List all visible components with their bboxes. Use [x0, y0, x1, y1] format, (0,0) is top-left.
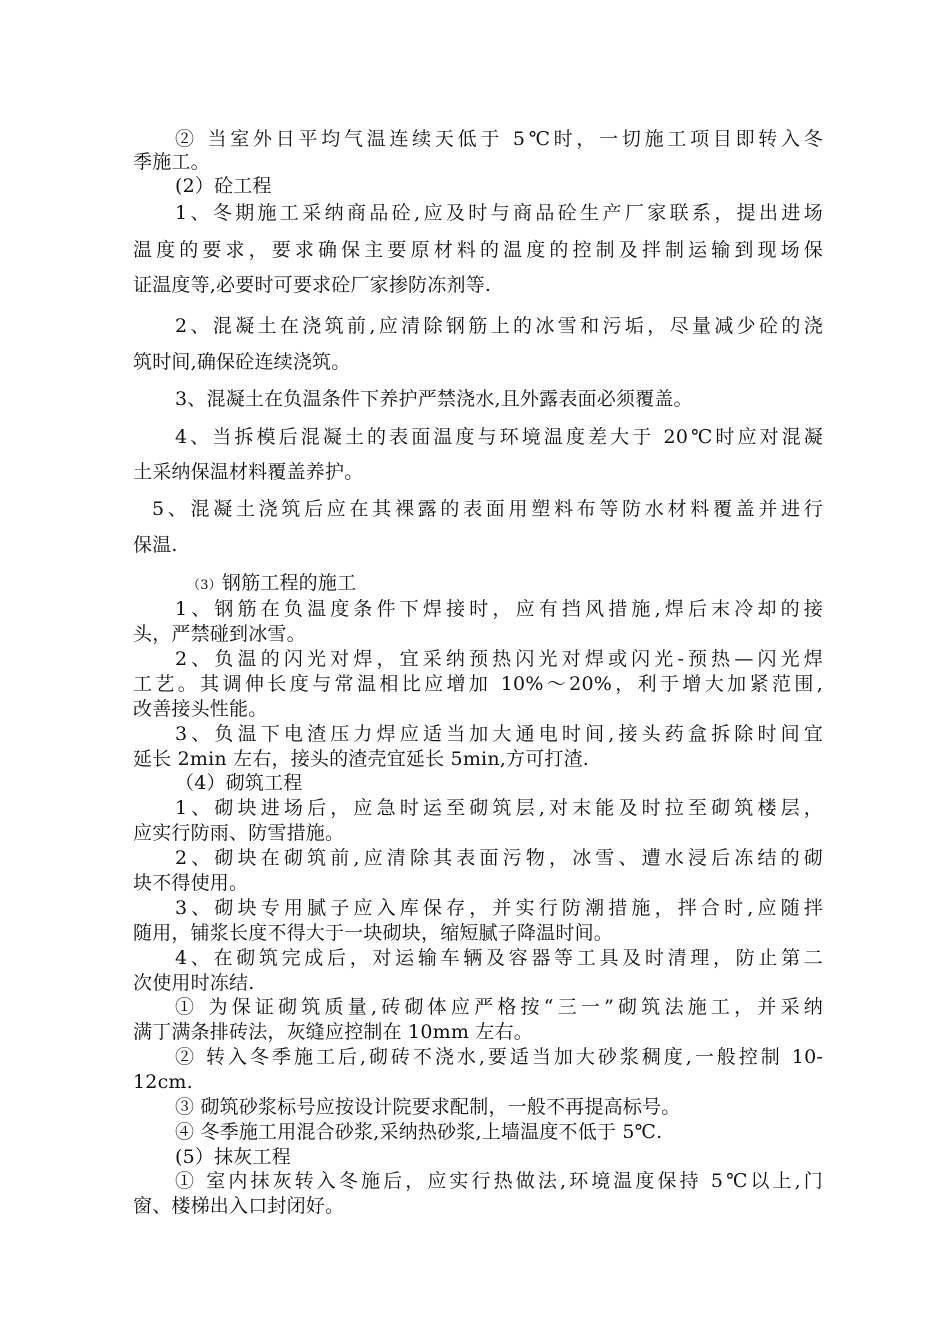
text-line: 满丁满条排砖法，灰缝应控制在 10mm 左右。 — [133, 1021, 533, 1043]
text-line: 工艺。其调伸长度与常温相比应增加 10%～20%，利于增大加紧范围, — [133, 673, 823, 695]
text-line: ① 室内抹灰转入冬施后，应实行热做法,环境温度保持 5℃以上,门 — [175, 1170, 823, 1192]
text-line: 土采纳保温材料覆盖养护。 — [133, 461, 364, 483]
text-line: 12cm. — [133, 1071, 193, 1093]
text-line: ③ 砌筑砂浆标号应按设计院要求配制，一般不再提高标号。 — [175, 1096, 681, 1118]
text-line: ④ 冬季施工用混合砂浆,采纳热砂浆,上墙温度不低于 5℃. — [175, 1121, 663, 1143]
text-line: 次使用时冻结. — [133, 972, 255, 994]
text-line: 5、混凝土浇筑后应在其裸露的表面用塑料布等防水材料覆盖并进行 — [152, 498, 823, 520]
section-heading — [187, 572, 877, 597]
text-line: 1、砌块进场后，应急时运至砌筑层,对末能及时拉至砌筑楼层， — [175, 797, 823, 819]
text-line: 应实行防雨、防雪措施。 — [133, 822, 345, 844]
text-line: 块不得使用。 — [133, 872, 249, 894]
text-line: 1、钢筋在负温度条件下焊接时，应有挡风措施,焊后末冷却的接 — [175, 598, 823, 620]
text-line: 保温. — [133, 534, 178, 556]
text-line: 4、在砌筑完成后，对运输车辆及容器等工具及时清理，防止第二 — [175, 947, 823, 969]
text-line: 2、混凝土在浇筑前,应清除钢筋上的冰雪和污垢，尽量减少砼的浇 — [175, 315, 823, 337]
section-heading: (5）抹灰工程 — [175, 1146, 291, 1168]
text-line: 筑时间,确保砼连续浇筑。 — [133, 351, 351, 373]
text-line: 头，严禁碰到冰雪。 — [133, 623, 306, 645]
section-heading: （4）砌筑工程 — [175, 772, 303, 794]
text-line: 2、砌块在砌筑前,应清除其表面污物，冰雪、遭水浸后冻结的砌 — [175, 847, 823, 869]
text-line: 3、负温下电渣压力焊应适当加大通电时间,接头药盒拆除时间宜 — [175, 723, 823, 745]
section-number: （3） — [187, 578, 222, 593]
text-line: 证温度等,必要时可要求砼厂家掺防冻剂等. — [133, 274, 492, 296]
text-line: 3、混凝土在负温条件下养护严禁浇水,且外露表面必须覆盖。 — [175, 388, 693, 410]
text-line: 延长 2min 左右，接头的渣壳宜延长 5min,方可打渣. — [133, 748, 590, 770]
text-line: 3、砌块专用腻子应入库保存，并实行防潮措施，拌合时,应随拌 — [175, 897, 823, 919]
text-line: 随用，铺浆长度不得大于一块砌块，缩短腻子降温时间。 — [133, 922, 614, 944]
text-line: ② 当室外日平均气温连续天低于 5℃时，一切施工项目即转入冬 — [175, 128, 823, 150]
text-line: 温度的要求，要求确保主要原材料的温度的控制及拌制运输到现场保 — [133, 239, 823, 261]
section-heading: (2）砼工程 — [175, 175, 272, 197]
text-line: 4、当拆模后混凝土的表面温度与环境温度差大于 20℃时应对混凝 — [175, 426, 823, 448]
text-line: 1、冬期施工采纳商品砼,应及时与商品砼生产厂家联系，提出进场 — [175, 202, 823, 224]
text-line: ② 转入冬季施工后,砌砖不浇水,要适当加大砂浆稠度,一般控制 10- — [175, 1046, 823, 1068]
text-line: 2、负温的闪光对焊，宜采纳预热闪光对焊或闪光-预热—闪光焊 — [175, 648, 823, 670]
text-line: 改善接头性能。 — [133, 698, 268, 720]
text-line: ① 为保证砌筑质量,砖砌体应严格按“三一”砌筑法施工，并采纳 — [175, 996, 823, 1018]
text-line: 窗、楼梯出入口封闭好。 — [133, 1195, 345, 1217]
text-line: 季施工。 — [133, 151, 210, 173]
section-title: 钢筋工程的施工 — [221, 572, 357, 594]
